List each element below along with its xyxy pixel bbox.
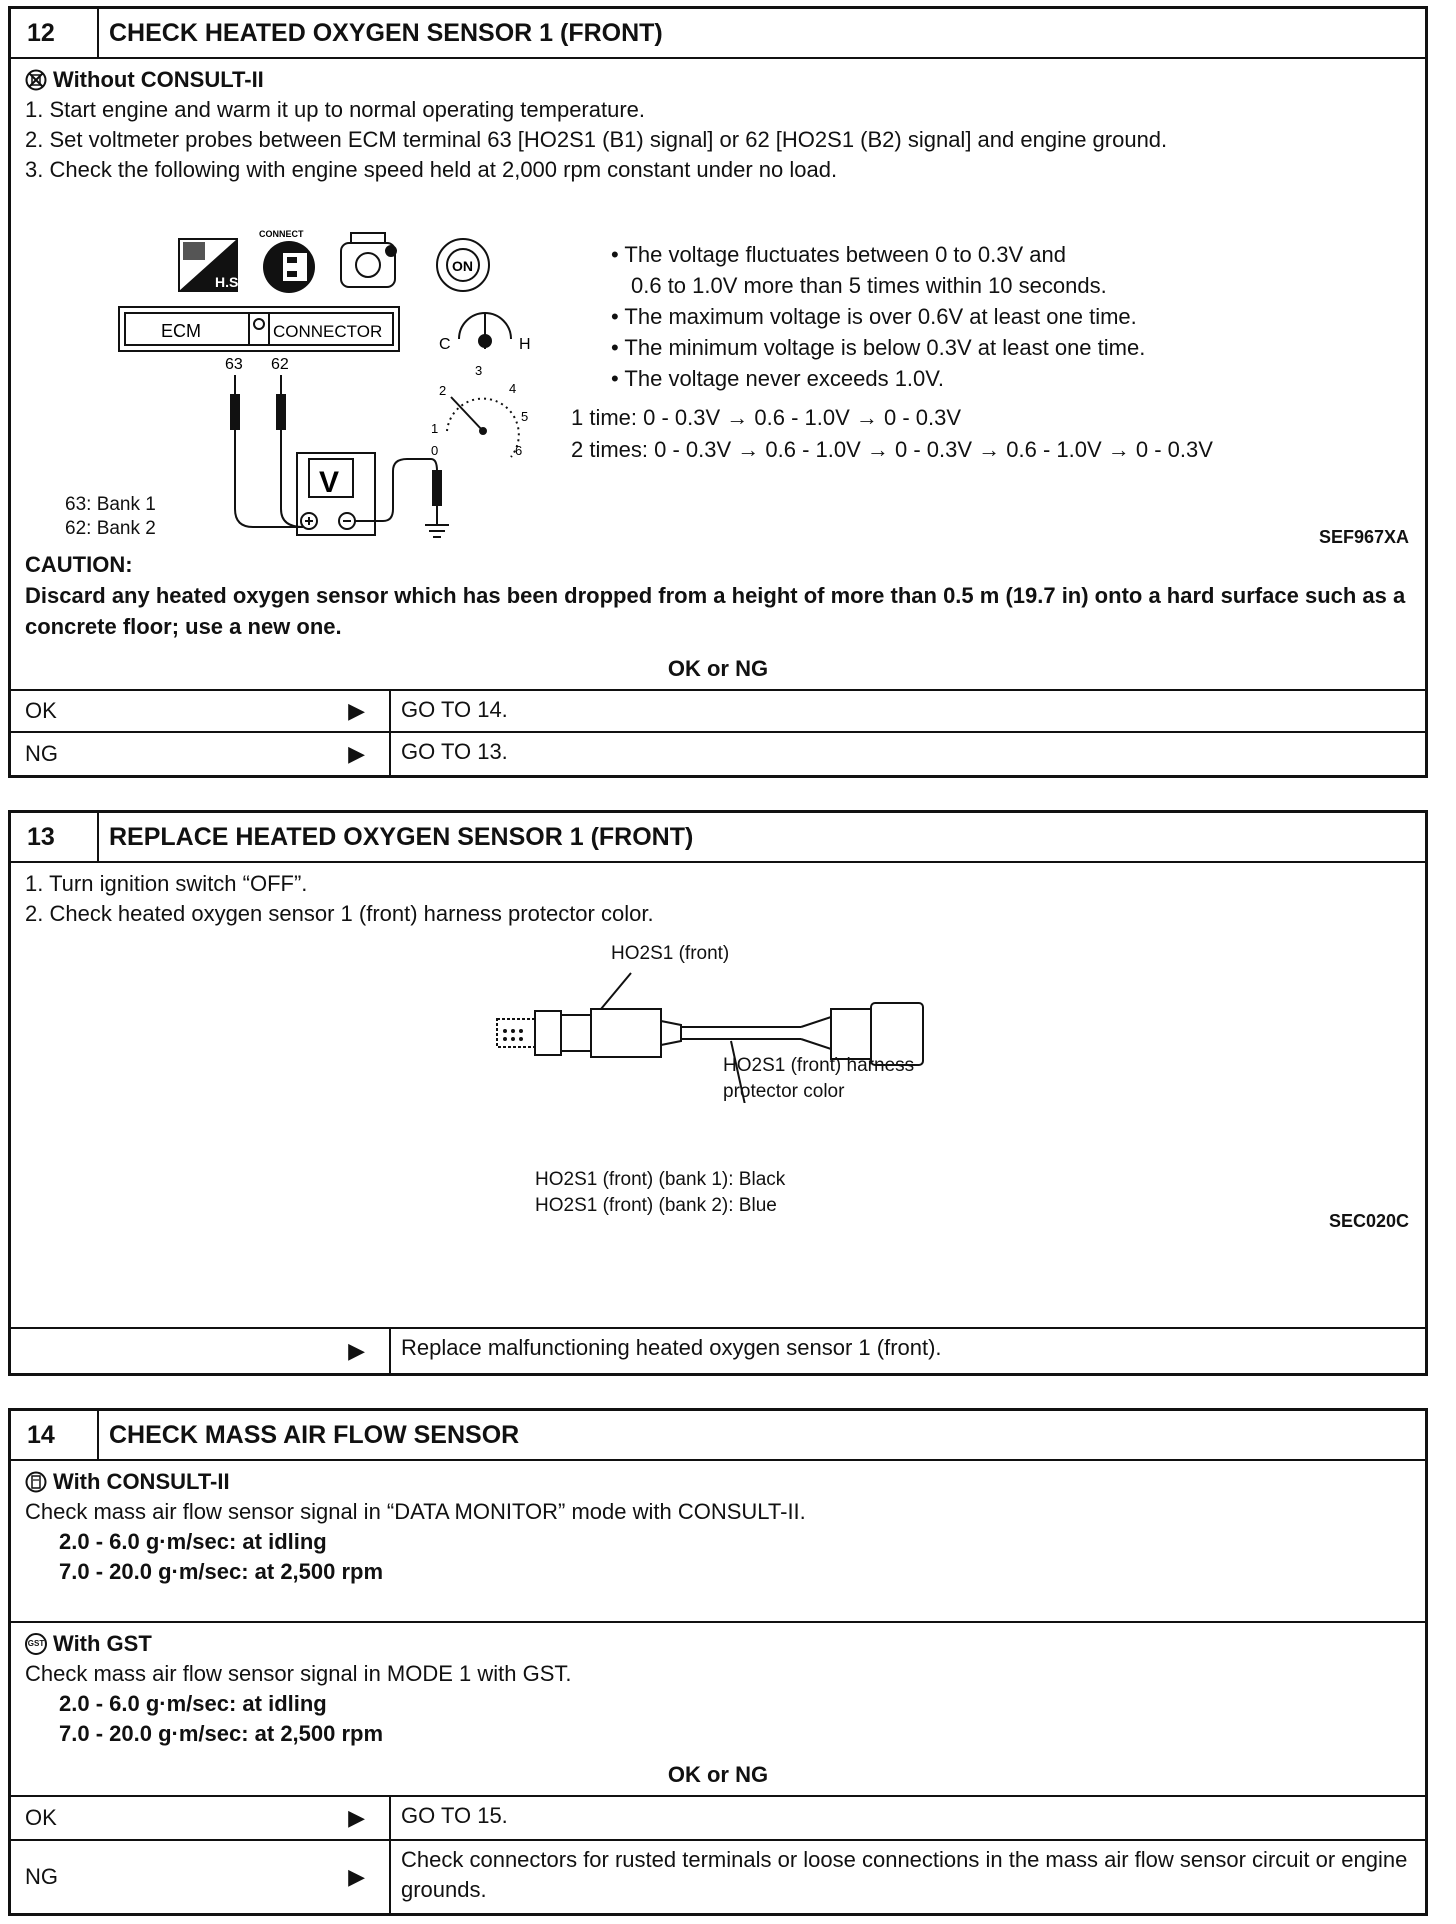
step-title: CHECK HEATED OXYGEN SENSOR 1 (FRONT)	[109, 18, 663, 47]
criteria-item: • The voltage never exceeds 1.0V.	[611, 366, 945, 391]
probe-63	[231, 375, 303, 527]
step-13-result	[11, 1327, 1425, 1373]
result-row-ok	[11, 1795, 1425, 1839]
arrow-icon: ▶	[348, 1338, 365, 1363]
connect-label: CONNECT	[259, 229, 304, 239]
harness-label-1: HO2S1 (front) harness	[723, 1055, 915, 1076]
step-line-2: 2. Set voltmeter probes between ECM terminal 63 [HO2S1 (B1) signal] or 62 [HO2S1 (B2) signal] and engine ground.	[25, 127, 1168, 152]
result-key: OK	[25, 1805, 57, 1830]
caution-text: Discard any heated oxygen sensor which has been dropped from a height of more than 0.5 m (19.7 in) onto a hard surface such as a concrete floor; use a new one.	[25, 583, 1406, 639]
step-title: REPLACE HEATED OXYGEN SENSOR 1 (FRONT)	[109, 822, 694, 851]
without-consult-label: Without CONSULT-II	[53, 67, 264, 92]
voltmeter-label: V	[319, 466, 340, 499]
time-example-2: 2 times: 0 - 0.3V → 0.6 - 1.0V → 0 - 0.3V → 0.6 - 1.0V → 0 - 0.3V	[571, 437, 1213, 462]
step-number: 12	[11, 9, 99, 57]
consult-spec-idle: 2.0 - 6.0 g·m/sec: at idling	[59, 1529, 327, 1554]
bank1-note: 63: Bank 1	[65, 494, 156, 515]
step-14-header	[11, 1411, 1425, 1461]
result-row-ng	[11, 731, 1425, 775]
bank2-color: HO2S1 (front) (bank 2): Blue	[535, 1195, 777, 1216]
arrow-icon: ▶	[348, 698, 365, 723]
figure-code: SEC020C	[1328, 1211, 1409, 1231]
no-consult-icon	[25, 69, 47, 91]
step-line-3: 3. Check the following with engine speed held at 2,000 rpm constant under no load.	[25, 157, 838, 182]
tachometer-icon	[447, 397, 519, 457]
sensor-figure	[11, 943, 1425, 1263]
gst-instruction: Check mass air flow sensor signal in MODE 1 with GST.	[25, 1661, 572, 1686]
criteria-item: • The maximum voltage is over 0.6V at least one time.	[611, 304, 1137, 329]
with-consult-heading	[25, 1467, 1411, 1497]
ok-or-ng-label: OK or NG	[667, 656, 769, 681]
consult-section	[11, 1461, 1425, 1623]
result-value: GO TO 14.	[401, 697, 508, 722]
step-line-1: 1. Start engine and warm it up to normal operating temperature.	[25, 97, 646, 122]
step-12-block	[8, 6, 1428, 778]
step-12-body	[11, 59, 1425, 185]
tach-tick-2: 2	[439, 383, 447, 398]
caution-title: CAUTION:	[25, 552, 133, 577]
temperature-gauge-icon	[459, 313, 511, 349]
criteria-list	[611, 239, 1145, 394]
ecm-label: ECM	[161, 321, 201, 341]
terminal-63-label: 63	[225, 356, 243, 373]
on-label: ON	[452, 258, 473, 274]
tach-tick-4: 4	[509, 381, 517, 396]
sensor-label: HO2S1 (front)	[611, 943, 730, 964]
gst-icon: GST	[25, 1633, 47, 1655]
caution-section	[25, 549, 1411, 642]
tach-tick-3: 3	[475, 363, 483, 378]
result-key: NG	[25, 741, 58, 766]
time-example-1: 1 time: 0 - 0.3V → 0.6 - 1.0V → 0 - 0.3V	[571, 405, 962, 430]
with-gst-heading	[25, 1629, 1411, 1659]
result-row-ng	[11, 1839, 1425, 1913]
with-gst-label: With GST	[53, 1631, 152, 1656]
terminal-62-label: 62	[271, 356, 289, 373]
harness-label-2: protector color	[723, 1081, 845, 1102]
result-key: OK	[25, 698, 57, 723]
hot-label: H	[519, 336, 531, 353]
arrow-icon: ▶	[348, 1864, 365, 1889]
step-14-result	[11, 1755, 1425, 1913]
bank1-color: HO2S1 (front) (bank 1): Black	[535, 1169, 786, 1190]
step-line-2: 2. Check heated oxygen sensor 1 (front) harness protector color.	[25, 901, 654, 926]
result-key: NG	[25, 1864, 58, 1889]
probe-62	[277, 375, 303, 527]
result-value: Replace malfunctioning heated oxygen sensor 1 (front).	[401, 1335, 942, 1360]
criteria-item: • The minimum voltage is below 0.3V at least one time.	[611, 335, 1146, 360]
tach-tick-1: 1	[431, 421, 439, 436]
step-12-header	[11, 9, 1425, 59]
connect-icon	[263, 241, 315, 293]
step-title: CHECK MASS AIR FLOW SENSOR	[109, 1420, 520, 1449]
result-value: Check connectors for rusted terminals or loose connections in the mass air flow sensor circuit or engine grounds.	[401, 1847, 1408, 1902]
voltage-check-figure	[11, 209, 1425, 549]
criteria-item-cont: 0.6 to 1.0V more than 5 times within 10 seconds.	[631, 273, 1107, 298]
step-number: 14	[11, 1411, 99, 1459]
ground-lead	[355, 459, 449, 537]
result-value: GO TO 13.	[401, 739, 508, 764]
step-13-body	[11, 863, 1425, 929]
tach-tick-0: 0	[431, 443, 439, 458]
oxygen-sensor-icon	[497, 973, 923, 1103]
hs-label: H.S.	[215, 274, 243, 290]
step-13-header	[11, 813, 1425, 863]
result-value: GO TO 15.	[401, 1803, 508, 1828]
consult-spec-2500: 7.0 - 20.0 g·m/sec: at 2,500 rpm	[59, 1559, 384, 1584]
bank2-note: 62: Bank 2	[65, 518, 156, 539]
criteria-item: • The voltage fluctuates between 0 to 0.3V and	[611, 242, 1066, 267]
connector-label: CONNECTOR	[273, 322, 383, 341]
sensor-tip-holes	[503, 1029, 523, 1041]
step-number: 13	[11, 813, 99, 861]
step-line-1: 1. Turn ignition switch “OFF”.	[25, 871, 308, 896]
consult-instruction: Check mass air flow sensor signal in “DATA MONITOR” mode with CONSULT-II.	[25, 1499, 806, 1524]
tach-tick-5: 5	[521, 409, 529, 424]
tach-tick-6: 6	[515, 443, 523, 458]
ok-or-ng-label: OK or NG	[667, 1762, 769, 1787]
result-row-ok	[11, 689, 1425, 731]
with-consult-label: With CONSULT-II	[53, 1469, 230, 1494]
gst-spec-2500: 7.0 - 20.0 g·m/sec: at 2,500 rpm	[59, 1721, 384, 1746]
consult-icon	[25, 1471, 47, 1493]
step-14-block	[8, 1408, 1428, 1916]
gst-spec-idle: 2.0 - 6.0 g·m/sec: at idling	[59, 1691, 327, 1716]
without-consult-heading	[25, 65, 1411, 95]
engine-icon	[341, 233, 396, 287]
cold-label: C	[439, 336, 451, 353]
arrow-icon: ▶	[348, 741, 365, 766]
figure-code: SEF967XA	[1318, 527, 1409, 547]
result-row	[11, 1327, 1425, 1373]
gst-section	[11, 1623, 1425, 1749]
step-13-block	[8, 810, 1428, 1376]
step-12-result	[11, 649, 1425, 775]
arrow-icon: ▶	[348, 1805, 365, 1830]
